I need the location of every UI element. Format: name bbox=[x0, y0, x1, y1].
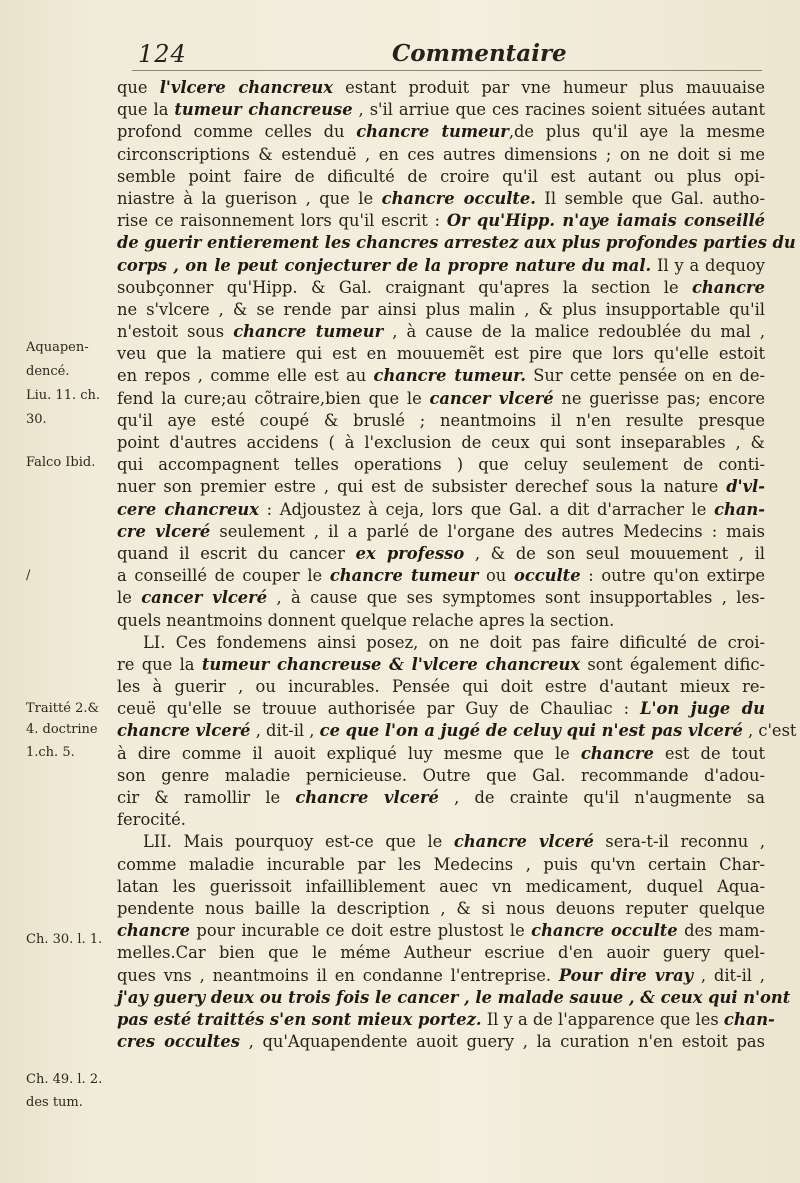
roman-text: soubçonner qu'Hipp. & Gal. craignant qu'apres la section le bbox=[117, 277, 692, 297]
margin-note: 4. doctrine bbox=[26, 722, 98, 737]
italic-text: pas esté traittés s'en sont mieux portez. bbox=[117, 1009, 482, 1029]
roman-text: seulement , il a parlé de l'organe des autres Medecins : mais bbox=[210, 521, 766, 541]
roman-text: point d'autres accidens ( à l'exclusion de ceux qui sont inseparables , & bbox=[117, 433, 765, 452]
roman-text: Il y a de l'apparence que les bbox=[481, 1009, 724, 1029]
margin-note: Aquapen- bbox=[26, 340, 89, 355]
text-line bbox=[117, 676, 765, 698]
roman-text: sera-t-il reconnu , bbox=[593, 832, 766, 852]
roman-text: estant produit par vne humeur plus mauuaise bbox=[332, 78, 765, 97]
italic-text: tumeur chancreuse & l'vlcere chancreux bbox=[201, 654, 581, 674]
italic-text: Pour dire vray bbox=[558, 965, 694, 985]
italic-text: chan- bbox=[714, 499, 765, 519]
italic-text: de guerir entierement les chancres arrestez aux plus profondes parties du bbox=[117, 233, 796, 253]
text-line bbox=[117, 166, 765, 188]
text-line bbox=[117, 410, 765, 432]
roman-text: quand il escrit du cancer bbox=[117, 543, 356, 563]
margin-note: Traitté 2.& bbox=[26, 701, 100, 716]
italic-text: chancre vlceré bbox=[295, 788, 439, 807]
roman-text: , c'est bbox=[742, 721, 797, 741]
roman-text: est de tout bbox=[653, 743, 766, 763]
margin-note: / bbox=[26, 568, 31, 583]
text-line bbox=[117, 277, 765, 299]
roman-text: qui accompagnent telles operations ) que celuy seulement de conti- bbox=[117, 455, 765, 475]
roman-text: : outre qu'on extirpe bbox=[580, 566, 766, 586]
text-line bbox=[117, 720, 797, 742]
roman-text: que bbox=[117, 78, 160, 97]
text-line bbox=[117, 365, 765, 387]
roman-text: ,de plus qu'il aye la mesme bbox=[508, 122, 766, 142]
roman-text: comme maladie incurable par les Medecins , puis qu'vn certain Char- bbox=[117, 854, 765, 874]
margin-note: des tum. bbox=[26, 1095, 83, 1110]
roman-text: sont également dific- bbox=[580, 654, 766, 674]
text-line bbox=[117, 854, 765, 876]
margin-note: Ch. 30. l. 1. bbox=[26, 932, 103, 947]
text-line bbox=[117, 454, 765, 476]
roman-text: , & de son seul mouuement , il bbox=[464, 543, 766, 563]
roman-text: son genre maladie pernicieuse. Outre que Gal. recommande d'adou- bbox=[117, 765, 765, 785]
text-line bbox=[117, 632, 765, 654]
text-line bbox=[117, 565, 765, 587]
roman-text: , à cause de la malice redoublée du mal , bbox=[383, 322, 766, 342]
margin-note: 1.ch. 5. bbox=[26, 745, 75, 760]
text-line bbox=[117, 1009, 775, 1031]
page-header bbox=[132, 36, 762, 71]
roman-text: , dit-il , bbox=[693, 965, 765, 985]
roman-text: niastre à la guerison , que le bbox=[117, 188, 382, 208]
italic-text: chancre bbox=[580, 743, 654, 763]
roman-text: ceuë qu'elle se trouue authorisée par Guy de Chauliac : bbox=[117, 699, 641, 719]
text-line bbox=[117, 121, 765, 143]
text-line bbox=[117, 942, 765, 964]
text-line bbox=[117, 809, 765, 831]
text-line bbox=[117, 299, 765, 321]
italic-text: occulte bbox=[513, 566, 581, 586]
italic-text: chancre bbox=[692, 277, 765, 297]
roman-text: quels neantmoins donnent quelque relache apres la section. bbox=[117, 610, 615, 630]
roman-text: qu'il aye esté coupé & bruslé ; neantmoins il n'en resulte presque bbox=[117, 410, 765, 430]
italic-text: j'ay guery deux ou trois fois le cancer , le malade sauue , & ceux qui n'ont bbox=[117, 987, 791, 1007]
roman-text: melles.Car bien que le méme Autheur escriue d'en auoir guery quel- bbox=[117, 943, 765, 963]
text-line bbox=[117, 432, 765, 454]
text-line bbox=[117, 920, 765, 942]
text-line bbox=[117, 388, 765, 410]
text-line bbox=[117, 343, 765, 365]
roman-text: rise ce raisonnement lors qu'il escrit : bbox=[117, 211, 447, 231]
roman-text: Sur cette pensée on en de- bbox=[525, 366, 765, 386]
roman-text: n'estoit sous bbox=[117, 322, 234, 342]
italic-text: tumeur chancreuse bbox=[174, 100, 353, 120]
italic-text: cres occultes bbox=[117, 1032, 240, 1052]
roman-text: pendente nous baille la description , & si nous deuons reputer quelque bbox=[117, 898, 765, 918]
roman-text: à dire comme il auoit expliqué luy mesme que le bbox=[117, 743, 581, 763]
roman-text: profond comme celles du bbox=[117, 122, 357, 142]
text-line bbox=[117, 831, 765, 853]
italic-text: chan- bbox=[723, 1009, 775, 1029]
text-line bbox=[117, 499, 765, 521]
text-line bbox=[117, 698, 765, 720]
roman-text: en repos , comme elle est au bbox=[117, 366, 374, 386]
text-line bbox=[117, 210, 765, 232]
text-line bbox=[117, 965, 765, 987]
roman-text: , à cause que ses symptomes sont insupportables , les- bbox=[267, 588, 765, 608]
italic-text: chancre tumeur bbox=[356, 122, 509, 142]
roman-text: circonscriptions & estenduë , en ces autres dimensions ; on ne doit si me bbox=[117, 144, 765, 164]
roman-text: LII. Mais pourquoy est-ce que le bbox=[143, 832, 454, 852]
italic-text: chancre occulte. bbox=[381, 188, 536, 208]
italic-text: chancre occulte bbox=[531, 921, 678, 941]
italic-text: chancre vlceré bbox=[453, 832, 594, 852]
roman-text: latan les guerissoit infailliblement auec vn medicament, duquel Aqua- bbox=[117, 876, 765, 896]
roman-text: , s'il arriue que ces racines soient situées autant bbox=[352, 100, 765, 120]
roman-text: a conseillé de couper le bbox=[117, 566, 330, 586]
roman-text: Il y a dequoy bbox=[651, 255, 765, 275]
italic-text: chancre tumeur. bbox=[373, 366, 526, 386]
roman-text: ques vns , neantmoins il en condanne l'entreprise. bbox=[117, 965, 559, 985]
text-line bbox=[117, 610, 765, 632]
text-line bbox=[117, 99, 765, 121]
text-line bbox=[117, 476, 765, 498]
roman-text: ne guerisse pas; encore bbox=[553, 388, 766, 408]
italic-text: cre vlceré bbox=[117, 521, 211, 541]
roman-text: semble point faire de dificulté de croire qu'il est autant ou plus opi- bbox=[117, 166, 765, 186]
text-line bbox=[117, 1031, 765, 1053]
roman-text: le bbox=[117, 588, 142, 608]
text-line bbox=[117, 898, 765, 920]
roman-text: des mam- bbox=[677, 921, 765, 941]
italic-text: cancer vlceré bbox=[141, 588, 268, 608]
roman-text: , dit-il , bbox=[250, 721, 320, 741]
text-line bbox=[117, 654, 765, 676]
italic-text: cere chancreux bbox=[117, 499, 259, 519]
text-line bbox=[117, 543, 765, 565]
text-line bbox=[117, 144, 765, 166]
roman-text: veu que la matiere qui est en mouuemẽt est pire que lors qu'elle estoit bbox=[117, 344, 765, 364]
roman-text: pour incurable ce doit estre plustost le bbox=[190, 921, 532, 941]
roman-text: , qu'Aquapendente auoit guery , la curation n'en estoit pas bbox=[239, 1032, 765, 1052]
roman-text: ferocité. bbox=[117, 810, 186, 830]
italic-text: chancre tumeur bbox=[233, 322, 384, 342]
roman-text: : Adjoustez à ceja, lors que Gal. a dit d'arracher le bbox=[258, 499, 715, 519]
text-line bbox=[117, 232, 796, 254]
text-line bbox=[117, 321, 765, 343]
text-line bbox=[117, 876, 765, 898]
italic-text: l'vlcere chancreux bbox=[159, 78, 333, 97]
text-line bbox=[117, 787, 765, 809]
text-line bbox=[117, 77, 765, 99]
text-line bbox=[117, 521, 765, 543]
text-line bbox=[117, 765, 765, 787]
roman-text: ou bbox=[478, 566, 514, 586]
text-line bbox=[117, 188, 765, 210]
roman-text: nuer son premier estre , qui est de subsister derechef sous la nature bbox=[117, 477, 727, 497]
roman-text: Il semble que Gal. autho- bbox=[535, 188, 765, 208]
margin-note: Liu. 11. ch. bbox=[26, 388, 101, 403]
page-number: 124 bbox=[138, 40, 187, 68]
body-text bbox=[117, 77, 797, 1053]
margin-note: 30. bbox=[26, 412, 47, 427]
margin-note: Ch. 49. l. 2. bbox=[26, 1072, 103, 1087]
italic-text: Or qu'Hipp. n'aye iamais conseillé bbox=[446, 211, 765, 231]
text-line bbox=[117, 743, 765, 765]
italic-text: cancer vlceré bbox=[429, 388, 554, 408]
roman-text: fend la cure;au cõtraire,bien que le bbox=[117, 388, 430, 408]
text-line bbox=[117, 587, 765, 609]
margin-note: dencé. bbox=[26, 364, 70, 379]
italic-text: ex professo bbox=[355, 543, 465, 563]
roman-text: , de crainte qu'il n'augmente sa bbox=[438, 788, 765, 807]
text-line bbox=[117, 255, 765, 277]
italic-text: d'vl- bbox=[726, 477, 765, 497]
italic-text: ce que l'on a jugé de celuy qui n'est pas vlceré bbox=[319, 721, 743, 741]
text-line bbox=[117, 987, 791, 1009]
italic-text: chancre tumeur bbox=[329, 566, 479, 586]
roman-text: cir & ramollir le bbox=[117, 788, 296, 807]
roman-text: re que la bbox=[117, 654, 202, 674]
italic-text: corps , on le peut conjecturer de la propre nature du mal. bbox=[117, 255, 652, 275]
margin-note: Falco Ibid. bbox=[26, 455, 96, 470]
italic-text: chancre vlceré bbox=[117, 721, 251, 741]
roman-text: ne s'vlcere , & se rende par ainsi plus malin , & plus insupportable qu'il bbox=[117, 299, 765, 319]
italic-text: L'on juge du bbox=[640, 699, 765, 719]
roman-text: que la bbox=[117, 100, 175, 120]
running-title: Commentaire bbox=[392, 40, 567, 67]
roman-text: LI. Ces fondemens ainsi posez, on ne doit pas faire dificulté de croi- bbox=[143, 632, 765, 652]
roman-text: les à guerir , ou incurables. Pensée qui doit estre d'autant mieux re- bbox=[117, 677, 765, 697]
italic-text: chancre bbox=[117, 921, 190, 941]
